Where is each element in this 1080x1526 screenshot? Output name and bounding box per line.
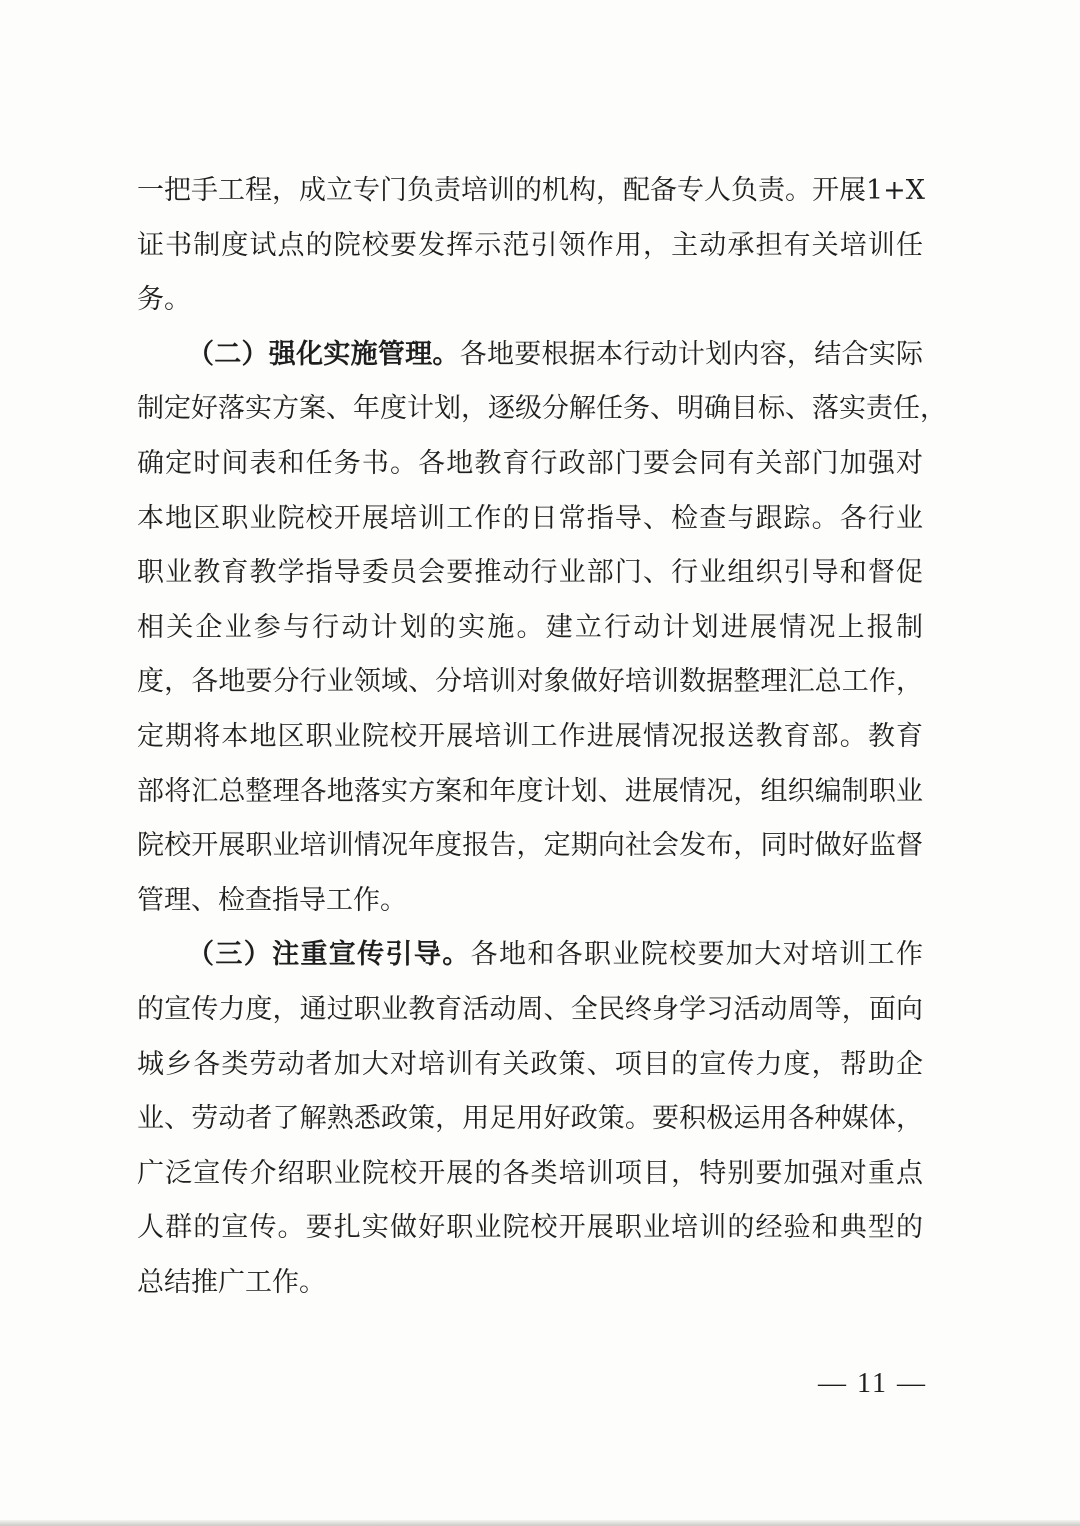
text-line: 证书制度试点的院校要发挥示范引领作用，主动承担有关培训任 [137,229,923,261]
text-line: 务。 [137,284,191,316]
text-line: 制定好落实方案、年度计划，逐级分解任务、明确目标、落实责任， [137,393,947,425]
paragraph-heading-line [137,928,923,983]
text-line: 城乡各类劳动者加大对培训有关政策、项目的宣传力度，帮助企 [137,1048,923,1080]
page-number: — 11 — [818,1368,927,1399]
text-line: 相关企业参与行动计划的实施。建立行动计划进展情况上报制 [137,611,923,643]
text-line: 业、劳动者了解熟悉政策，用足用好政策。要积极运用各种媒体， [137,1103,923,1135]
text-line: 职业教育教学指导委员会要推动行业部门、行业组织引导和督促 [137,557,923,589]
text-line: 定期将本地区职业院校开展培训工作进展情况报送教育部。教育 [137,720,923,752]
text-line: 总结推广工作。 [137,1266,326,1298]
text-line: 广泛宣传介绍职业院校开展的各类培训项目，特别要加强对重点 [137,1157,923,1189]
section-heading: （二）强化实施管理。 [187,338,460,370]
text-line: 院校开展职业培训情况年度报告，定期向社会发布，同时做好监督 [137,830,923,862]
text-line: 度，各地要分行业领域、分培训对象做好培训数据整理汇总工作， [137,666,923,698]
text-line: 的宣传力度，通过职业教育活动周、全民终身学习活动周等，面向 [137,993,923,1025]
text-line: 部将汇总整理各地落实方案和年度计划、进展情况，组织编制职业 [137,775,923,807]
scan-edge-divider [0,1520,1080,1526]
text-line: 人群的宣传。要扎实做好职业院校开展职业培训的经验和典型的 [137,1212,923,1244]
paragraph-heading-line [137,328,923,383]
document-body [137,164,947,1310]
text-span: 各地和各职业院校要加大对培训工作 [470,939,924,971]
text-line: 一把手工程，成立专门负责培训的机构，配备专人负责。开展1+X [137,175,926,206]
text-line: 本地区职业院校开展培训工作的日常指导、检查与跟踪。各行业 [137,502,923,534]
text-line: 确定时间表和任务书。各地教育行政部门要会同有关部门加强对 [137,447,923,479]
section-heading: （三）注重宣传引导。 [187,939,471,971]
text-span: 各地要根据本行动计划内容，结合实际 [459,338,924,370]
text-line: 管理、检查指导工作。 [137,884,407,916]
